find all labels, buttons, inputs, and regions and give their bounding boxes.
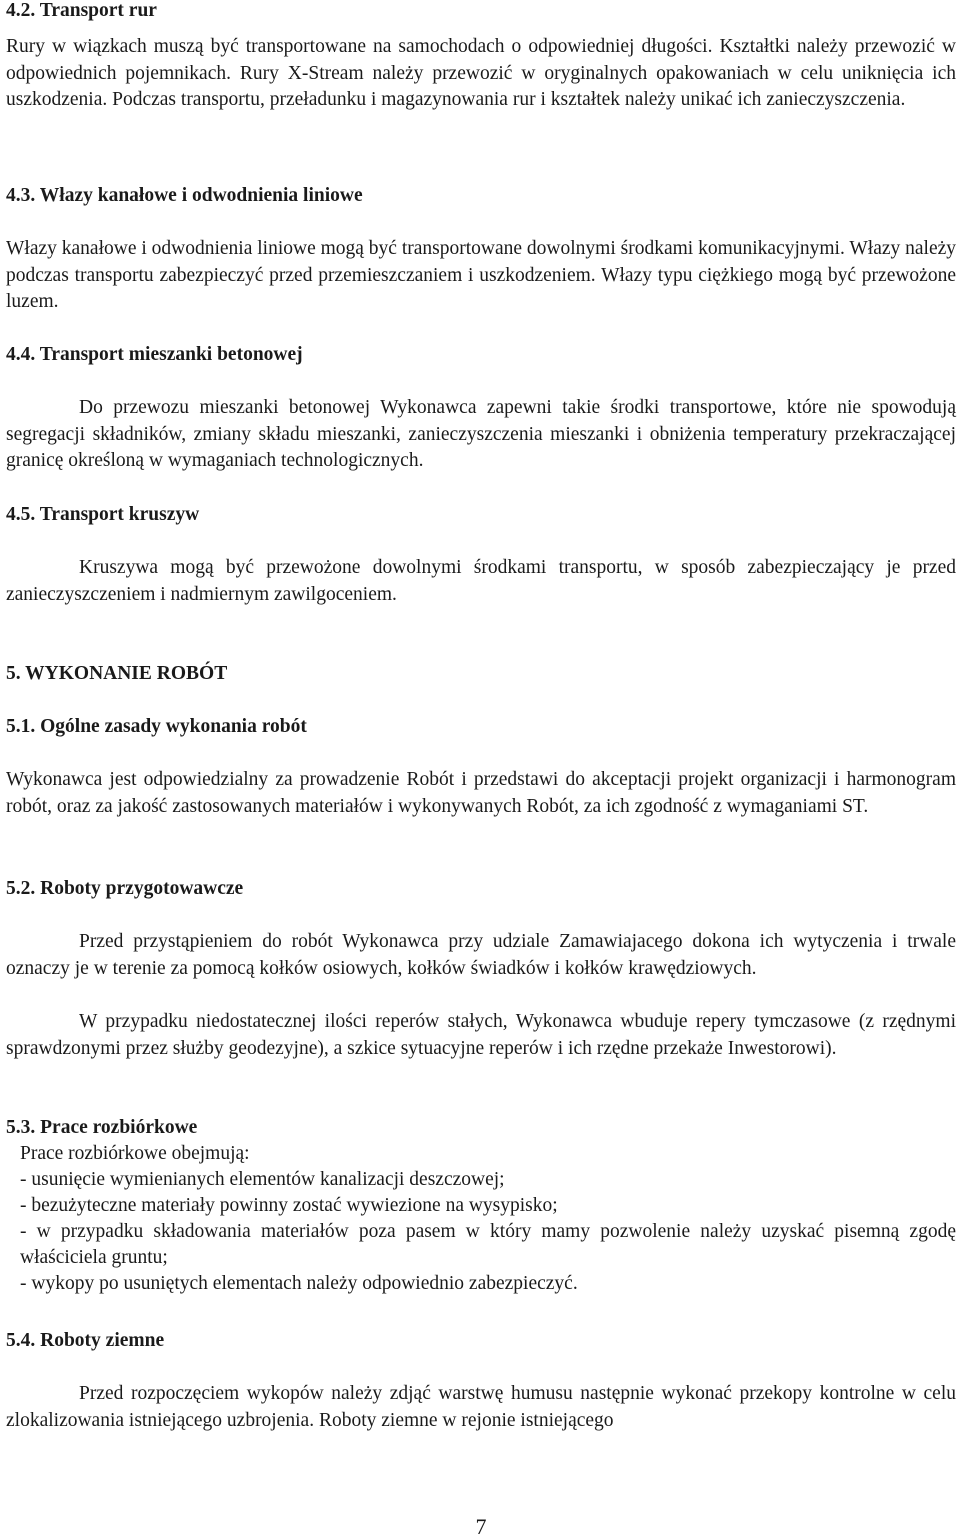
heading-5-2: 5.2. Roboty przygotowawcze [6, 878, 244, 899]
paragraph-roboty-przygotowawcze-2: W przypadku niedostatecznej ilości reperów stałych, Wykonawca wbuduje repery tymczasowe (z rzędnymi sprawdzonymi przez służby geodezyjne), a szkice sytuacyjne reperów i ich rzędne przekaże Inwestorowi). [6, 1011, 956, 1059]
heading-5-3: 5.3. Prace rozbiórkowe [6, 1117, 198, 1138]
heading-4-4: 4.4. Transport mieszanki betonowej [6, 344, 303, 365]
demolition-list [20, 1141, 956, 1297]
list-item: - w przypadku składowania materiałów poza pasem w który mamy pozwolenie należy uzyskać pisemną zgodę właściciela gruntu; [20, 1221, 956, 1268]
heading-4-2: 4.2. Transport rur [6, 0, 157, 21]
paragraph-roboty-przygotowawcze-1: Przed przystąpieniem do robót Wykonawca przy udziale Zamawiajacego dokona ich wytyczenia i trwale oznaczy je w terenie za pomocą kołków osiowych, kołków świadków i kołków krawędziowych. [6, 931, 956, 979]
paragraph-roboty-ziemne: Przed rozpoczęciem wykopów należy zdjąć warstwę humusu następnie wykonać przekopy kontrolne w celu zlokalizowania istniejącego uzbrojenia. Roboty ziemne w rejonie istniejącego [6, 1383, 956, 1431]
heading-5-1: 5.1. Ogólne zasady wykonania robót [6, 716, 307, 737]
heading-4-5: 4.5. Transport kruszyw [6, 504, 200, 525]
heading-5: 5. WYKONANIE ROBÓT [6, 663, 228, 684]
list-item: - wykopy po usuniętych elementach należy odpowiednio zabezpieczyć. [20, 1273, 578, 1294]
list-item: - usunięcie wymienianych elementów kanalizacji deszczowej; [20, 1169, 505, 1190]
paragraph-kruszywa: Kruszywa mogą być przewożone dowolnymi środkami transportu, w sposób zabezpieczający je przed zanieczyszczeniem i nadmiernym zawilgoceniem. [6, 557, 956, 605]
paragraph-wlazy: Włazy kanałowe i odwodnienia liniowe mogą być transportowane dowolnymi środkami komunikacyjnymi. Włazy należy podczas transportu zabezpieczyć przed przemieszczaniem i uszkodzeniem. Włazy typu ciężkiego mogą być przewożone luzem. [6, 238, 957, 312]
paragraph-transport-rur: Rury w wiązkach muszą być transportowane na samochodach o odpowiedniej długości. Kształtki należy przewozić w odpowiednich pojemnikach. Rury X-Stream należy przewozić w oryginalnych opakowaniach w celu uniknięcia ich uszkodzenia. Podczas transportu, przeładunku i magazynowania rur i kształtek należy unikać ich zanieczyszczenia. [6, 36, 956, 110]
page-number: 7 [475, 1514, 487, 1539]
list-intro: Prace rozbiórkowe obejmują: [20, 1143, 250, 1164]
list-item: - bezużyteczne materiały powinny zostać wywiezione na wysypisko; [20, 1195, 558, 1216]
document-page [6, 0, 956, 1537]
paragraph-mieszanka-betonowa: Do przewozu mieszanki betonowej Wykonawca zapewni takie środki transportowe, które nie spowodują segregacji składników, zmiany składu mieszanki, zanieczyszczenia mieszanki i obniżenia temperatury przekraczającej granicę określoną w wymaganiach technologicznych. [6, 397, 956, 471]
heading-5-4: 5.4. Roboty ziemne [6, 1330, 165, 1351]
heading-4-3: 4.3. Włazy kanałowe i odwodnienia liniowe [6, 185, 363, 206]
paragraph-ogolne-zasady: Wykonawca jest odpowiedzialny za prowadzenie Robót i przedstawi do akceptacji projekt organizacji i harmonogram robót, oraz za jakość zastosowanych materiałów i wykonywanych Robót, za ich zgodność z wymaganiami ST. [6, 769, 956, 817]
